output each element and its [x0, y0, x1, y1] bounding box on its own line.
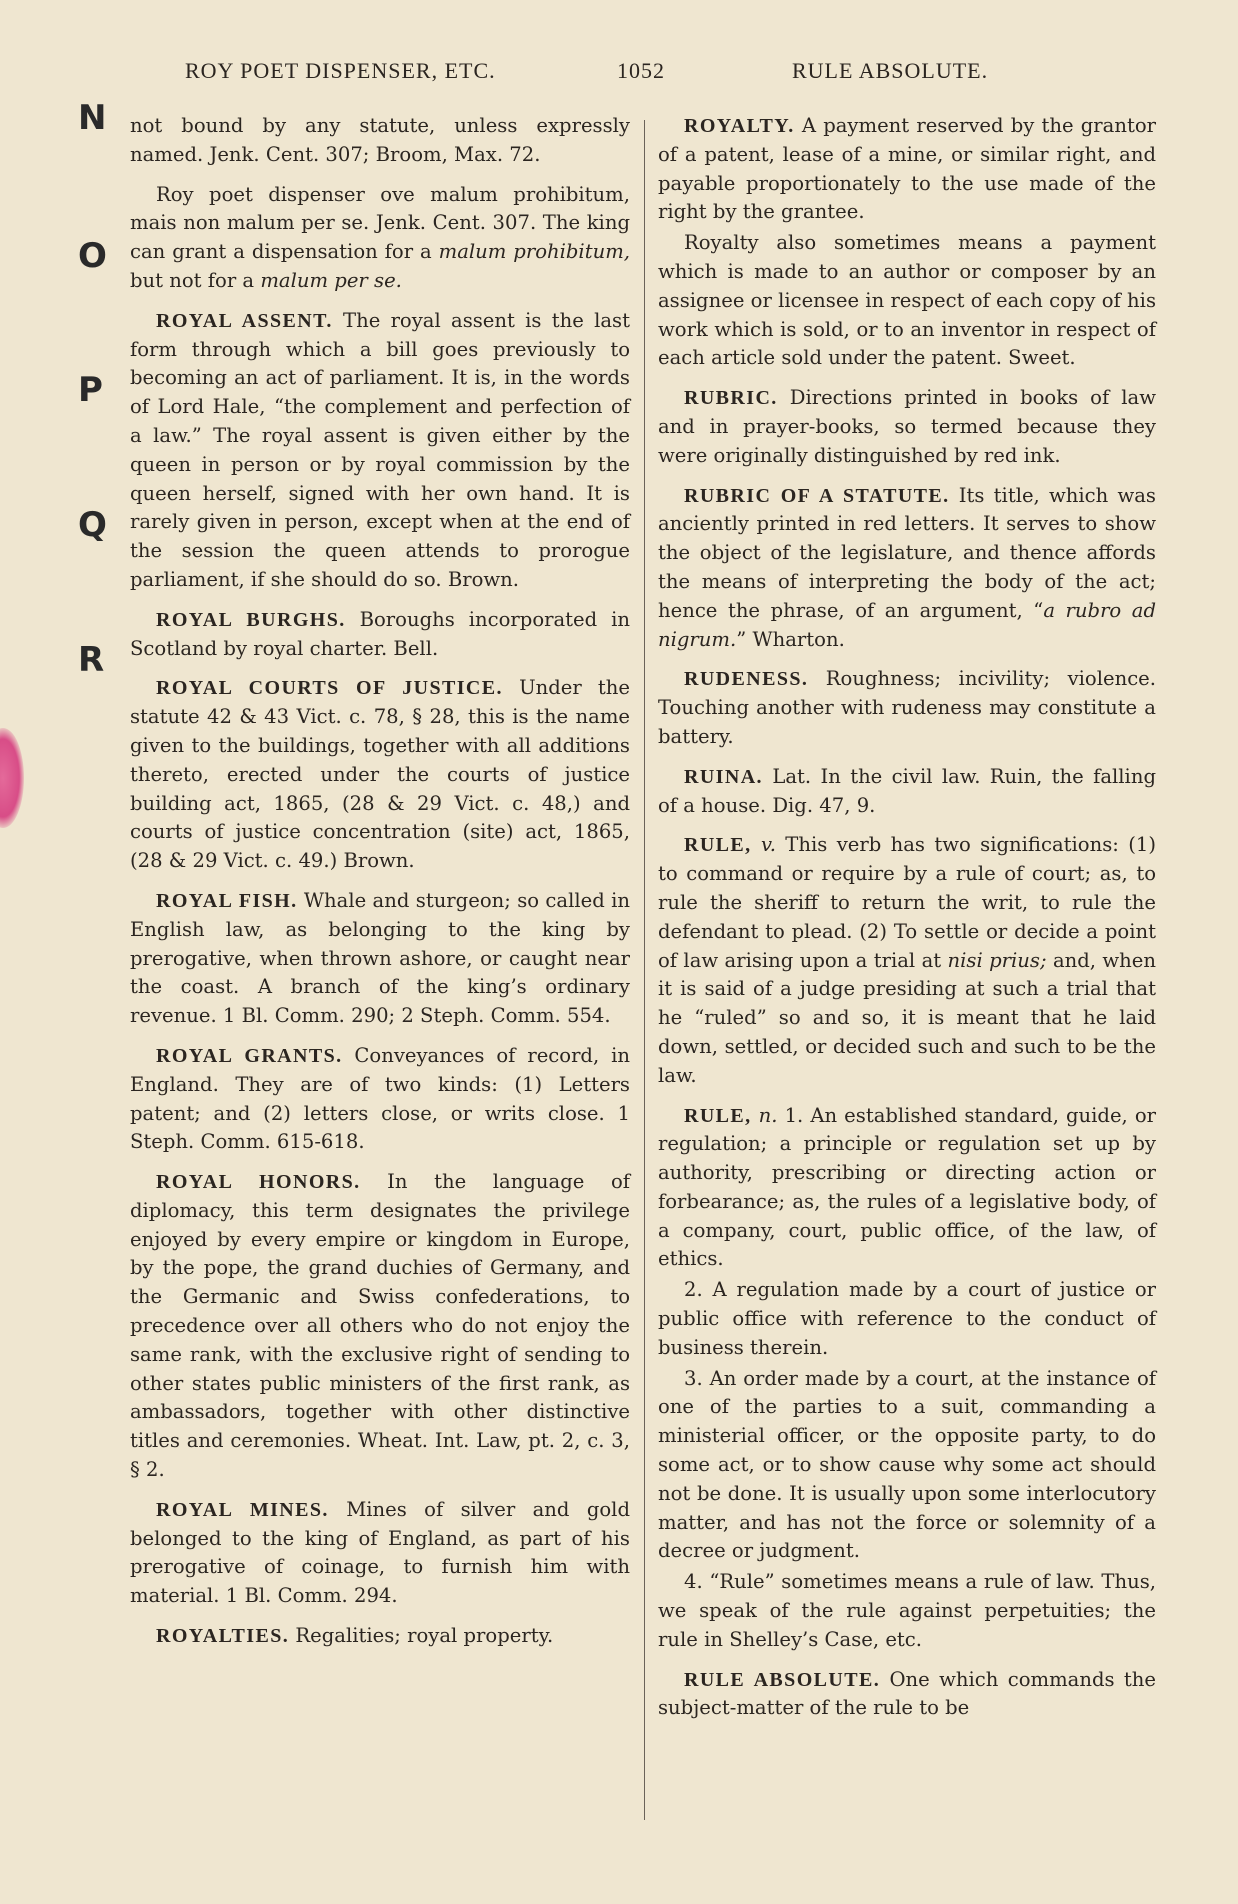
right-column: [658, 112, 1156, 1734]
entry-royalties: [130, 1622, 630, 1651]
entry-royal-mines: [130, 1496, 630, 1611]
entry-text: [658, 665, 1156, 751]
entry-text: not bound by any statute, unless expressly named. Jenk. Cent. 307; Broom, Max. 72.: [130, 114, 630, 166]
entry-text-part: and, when it is said of a judge presiding at such a trial that he “ruled” so and so, it is meant that he laid down, settled, or decided such and such to be the law.: [658, 948, 1157, 1087]
entry-text: [130, 181, 630, 296]
entry-royal-fish: [130, 887, 630, 1031]
entry-definition: This verb has two significations: (1) to command or require by a rule of court; as, to rule the sheriff to return the writ, to rule the defendant to plead. (2) To settle or decide a point of law arising upon a trial at: [658, 833, 1156, 972]
entry-definition: Whale and sturgeon; so called in English law, as belonging to the king by prerogative, when thrown ashore, or caught near the coast. A branch of the king’s ordinary revenue. 1 Bl. Comm. 290; 2 Steph. Comm. 554.: [130, 888, 630, 1028]
entry-royal-burghs: [130, 606, 630, 664]
entry-headword: ROYALTIES.: [156, 1625, 290, 1648]
entry-text: [658, 1666, 1156, 1724]
entry-royalty: [658, 112, 1156, 373]
thumb-index-letter: Q: [78, 505, 107, 545]
entry-paragraph: 3. An order made by a court, at the instance of one of the parties to a suit, commanding a ministerial officer, or the opposite party, to do some act, or to show cause why some act should not be done. It is usually upon some interlocutory matter, and has not the force or solemnity of a decree or judgment.: [658, 1366, 1156, 1563]
italic-phrase: malum prohibitum,: [438, 240, 630, 264]
entry-text: [658, 763, 1156, 821]
entry-headword: ROYAL GRANTS.: [156, 1044, 343, 1067]
entry-headword: ROYAL ASSENT.: [156, 309, 333, 332]
entry-text-part: ” Wharton.: [736, 627, 845, 651]
entry-headword: RULE,: [684, 834, 752, 857]
entry-text: [130, 1042, 630, 1157]
entry-headword: ROYAL FISH.: [156, 889, 298, 912]
page-number: 1052: [617, 58, 665, 83]
entry-text: [130, 606, 630, 664]
part-of-speech: n.: [758, 1103, 778, 1127]
entry-definition: In the language of diplomacy, this term designates the privilege enjoyed by every empire or kingdom in Europe, by the pope, the grand duchies of Germany, and the Germanic and Swiss confederations, to precedence over all others who do not enjoy the same rank, with the exclusive right of sending to other states public ministers of the first rank, as ambassadors, together with other distinctive titles and ceremonies. Wheat. Int. Law, pt. 2, c. 3, § 2.: [130, 1170, 630, 1482]
entry-headword: ROYAL BURGHS.: [156, 608, 346, 631]
entry-rule-absolute: [658, 1666, 1156, 1724]
entry-rubric-of-a-statute: [658, 482, 1156, 655]
entry-definition: Its title, which was anciently printed in red letters. It serves to show the object of the legislature, and thence affords the means of interpreting the body of the act; hence the phrase, of an argument, “: [658, 483, 1156, 622]
entry-text: [130, 1496, 630, 1611]
entry-headword: RUINA.: [684, 765, 763, 788]
entry-definition: Conveyances of record, in England. They are of two kinds: (1) Letters patent; and (2) letters close, or writs close. 1 Steph. Comm. 615-618.: [130, 1043, 630, 1154]
entry-headword: RULE,: [684, 1104, 752, 1127]
entry-definition: Mines of silver and gold belonged to the king of England, as part of his prerogative of coinage, to furnish him with material. 1 Bl. Comm. 294.: [130, 1497, 630, 1608]
entry-text-part: but not for a: [130, 268, 261, 292]
entry-text: [658, 831, 1156, 1090]
thumb-index-letter: R: [78, 640, 105, 680]
entry-text: [658, 1102, 1156, 1275]
entry-text: [658, 112, 1156, 227]
entry-definition: A payment reserved by the grantor of a patent, lease of a mine, or similar right, and payable proportionately to the use made of the right by the grantee.: [658, 114, 1156, 224]
italic-phrase: a rubro ad nigrum.: [658, 598, 1156, 651]
thumb-index-letter: N: [78, 98, 107, 138]
italic-phrase: malum per se.: [260, 268, 402, 292]
entry-headword: ROYALTY.: [684, 115, 795, 137]
entry-headword: RUBRIC.: [684, 387, 778, 410]
entry-rule-noun: [658, 1102, 1156, 1655]
entry-headword: RULE ABSOLUTE.: [684, 1668, 881, 1691]
entry-definition: Roughness; incivility; violence. Touching another with rudeness may constitute a battery.: [658, 667, 1156, 748]
entry-royal-grants: [130, 1042, 630, 1157]
entry-headword: RUBRIC OF A STATUTE.: [684, 484, 950, 507]
entry-royal-honors: [130, 1168, 630, 1485]
entry-text: [658, 482, 1156, 655]
running-header: [0, 58, 1238, 88]
entry-definition: One which commands the subject-matter of the rule to be: [658, 1667, 1156, 1720]
entry-text: [658, 384, 1156, 470]
entry-paragraph: 4. “Rule” sometimes means a rule of law. Thus, we speak of the rule against perpetuities; the rule in Shelley’s Case, etc.: [658, 1570, 1156, 1651]
entry-royal-assent: [130, 307, 630, 595]
entry-text: [130, 1168, 630, 1485]
entry-text-part: Roy poet dispenser ove malum prohibitum, mais non malum per se. Jenk. Cent. 307. The king can grant a dispensation for a: [130, 182, 630, 264]
entry-royal-courts-of-justice: [130, 674, 630, 876]
thumb-index-letter: O: [78, 236, 107, 276]
entry-text: [130, 674, 630, 876]
entry-text: [130, 887, 630, 1031]
entry-text: [130, 307, 630, 595]
entry-headword: ROYAL MINES.: [156, 1498, 329, 1521]
header-left-guideword: ROY POET DISPENSER, ETC.: [185, 58, 496, 83]
entry-definition: Under the statute 42 & 43 Vict. c. 78, § 28, this is the name given to the buildings, together with all additions thereto, erected under the courts of justice building act, 1865, (28 & 29 Vict. c. 48,) and courts of justice concentration (site) act, 1865, (28 & 29 Vict. c. 49.) Brown.: [130, 676, 630, 873]
entry-continuation: [130, 112, 630, 170]
entry-headword: ROYAL COURTS OF JUSTICE.: [156, 677, 503, 700]
entry-ruina: [658, 763, 1156, 821]
pink-ink-stain: [0, 728, 24, 828]
entry-headword: ROYAL HONORS.: [156, 1171, 361, 1194]
entry-definition: Lat. In the civil law. Ruin, the falling of a house. Dig. 47, 9.: [658, 764, 1156, 817]
thumb-index-letter: P: [78, 370, 103, 410]
left-column: [130, 112, 630, 1662]
column-divider: [644, 120, 645, 1820]
entry-rule-verb: [658, 831, 1156, 1090]
entry-definition: Regalities; royal property.: [289, 1624, 554, 1648]
entry-definition: Boroughs incorporated in Scotland by royal charter. Bell.: [130, 607, 631, 660]
entry-paragraph: 2. A regulation made by a court of justice or public office with reference to the conduct of business therein.: [658, 1278, 1156, 1359]
entry-paragraph: Royalty also sometimes means a payment which is made to an author or composer by an assignee or licensee in respect of each copy of his work which is sold, or to an inventor in respect of each article sold under the patent. Sweet.: [658, 231, 1156, 370]
italic-phrase: nisi prius;: [947, 948, 1047, 972]
entry-rudeness: [658, 665, 1156, 751]
part-of-speech: v.: [760, 833, 776, 857]
entry-rubric: [658, 384, 1156, 470]
header-right-guideword: RULE ABSOLUTE.: [792, 58, 989, 83]
entry-roy-poet-dispenser: [130, 181, 630, 296]
entry-headword: RUDENESS.: [684, 668, 809, 691]
entry-definition: 1. An established standard, guide, or regulation; a principle or regulation set up by authority, prescribing or directing action or forbearance; as, the rules of a legislative body, of a company, court, public office, of the law, of ethics.: [658, 1103, 1157, 1271]
entry-definition: The royal assent is the last form through which a bill goes previously to becoming an act of parliament. It is, in the words of Lord Hale, “the complement and perfection of a law.” The royal assent is given either by the queen in person or by royal commission by the queen herself, signed with her own hand. It is rarely given in person, except when at the end of the session the queen attends to prorogue parliament, if she should do so. Brown.: [130, 308, 630, 591]
entry-text: [130, 1622, 630, 1651]
entry-definition: Directions printed in books of law and in prayer-books, so termed because they were originally distinguished by red ink.: [658, 386, 1156, 467]
